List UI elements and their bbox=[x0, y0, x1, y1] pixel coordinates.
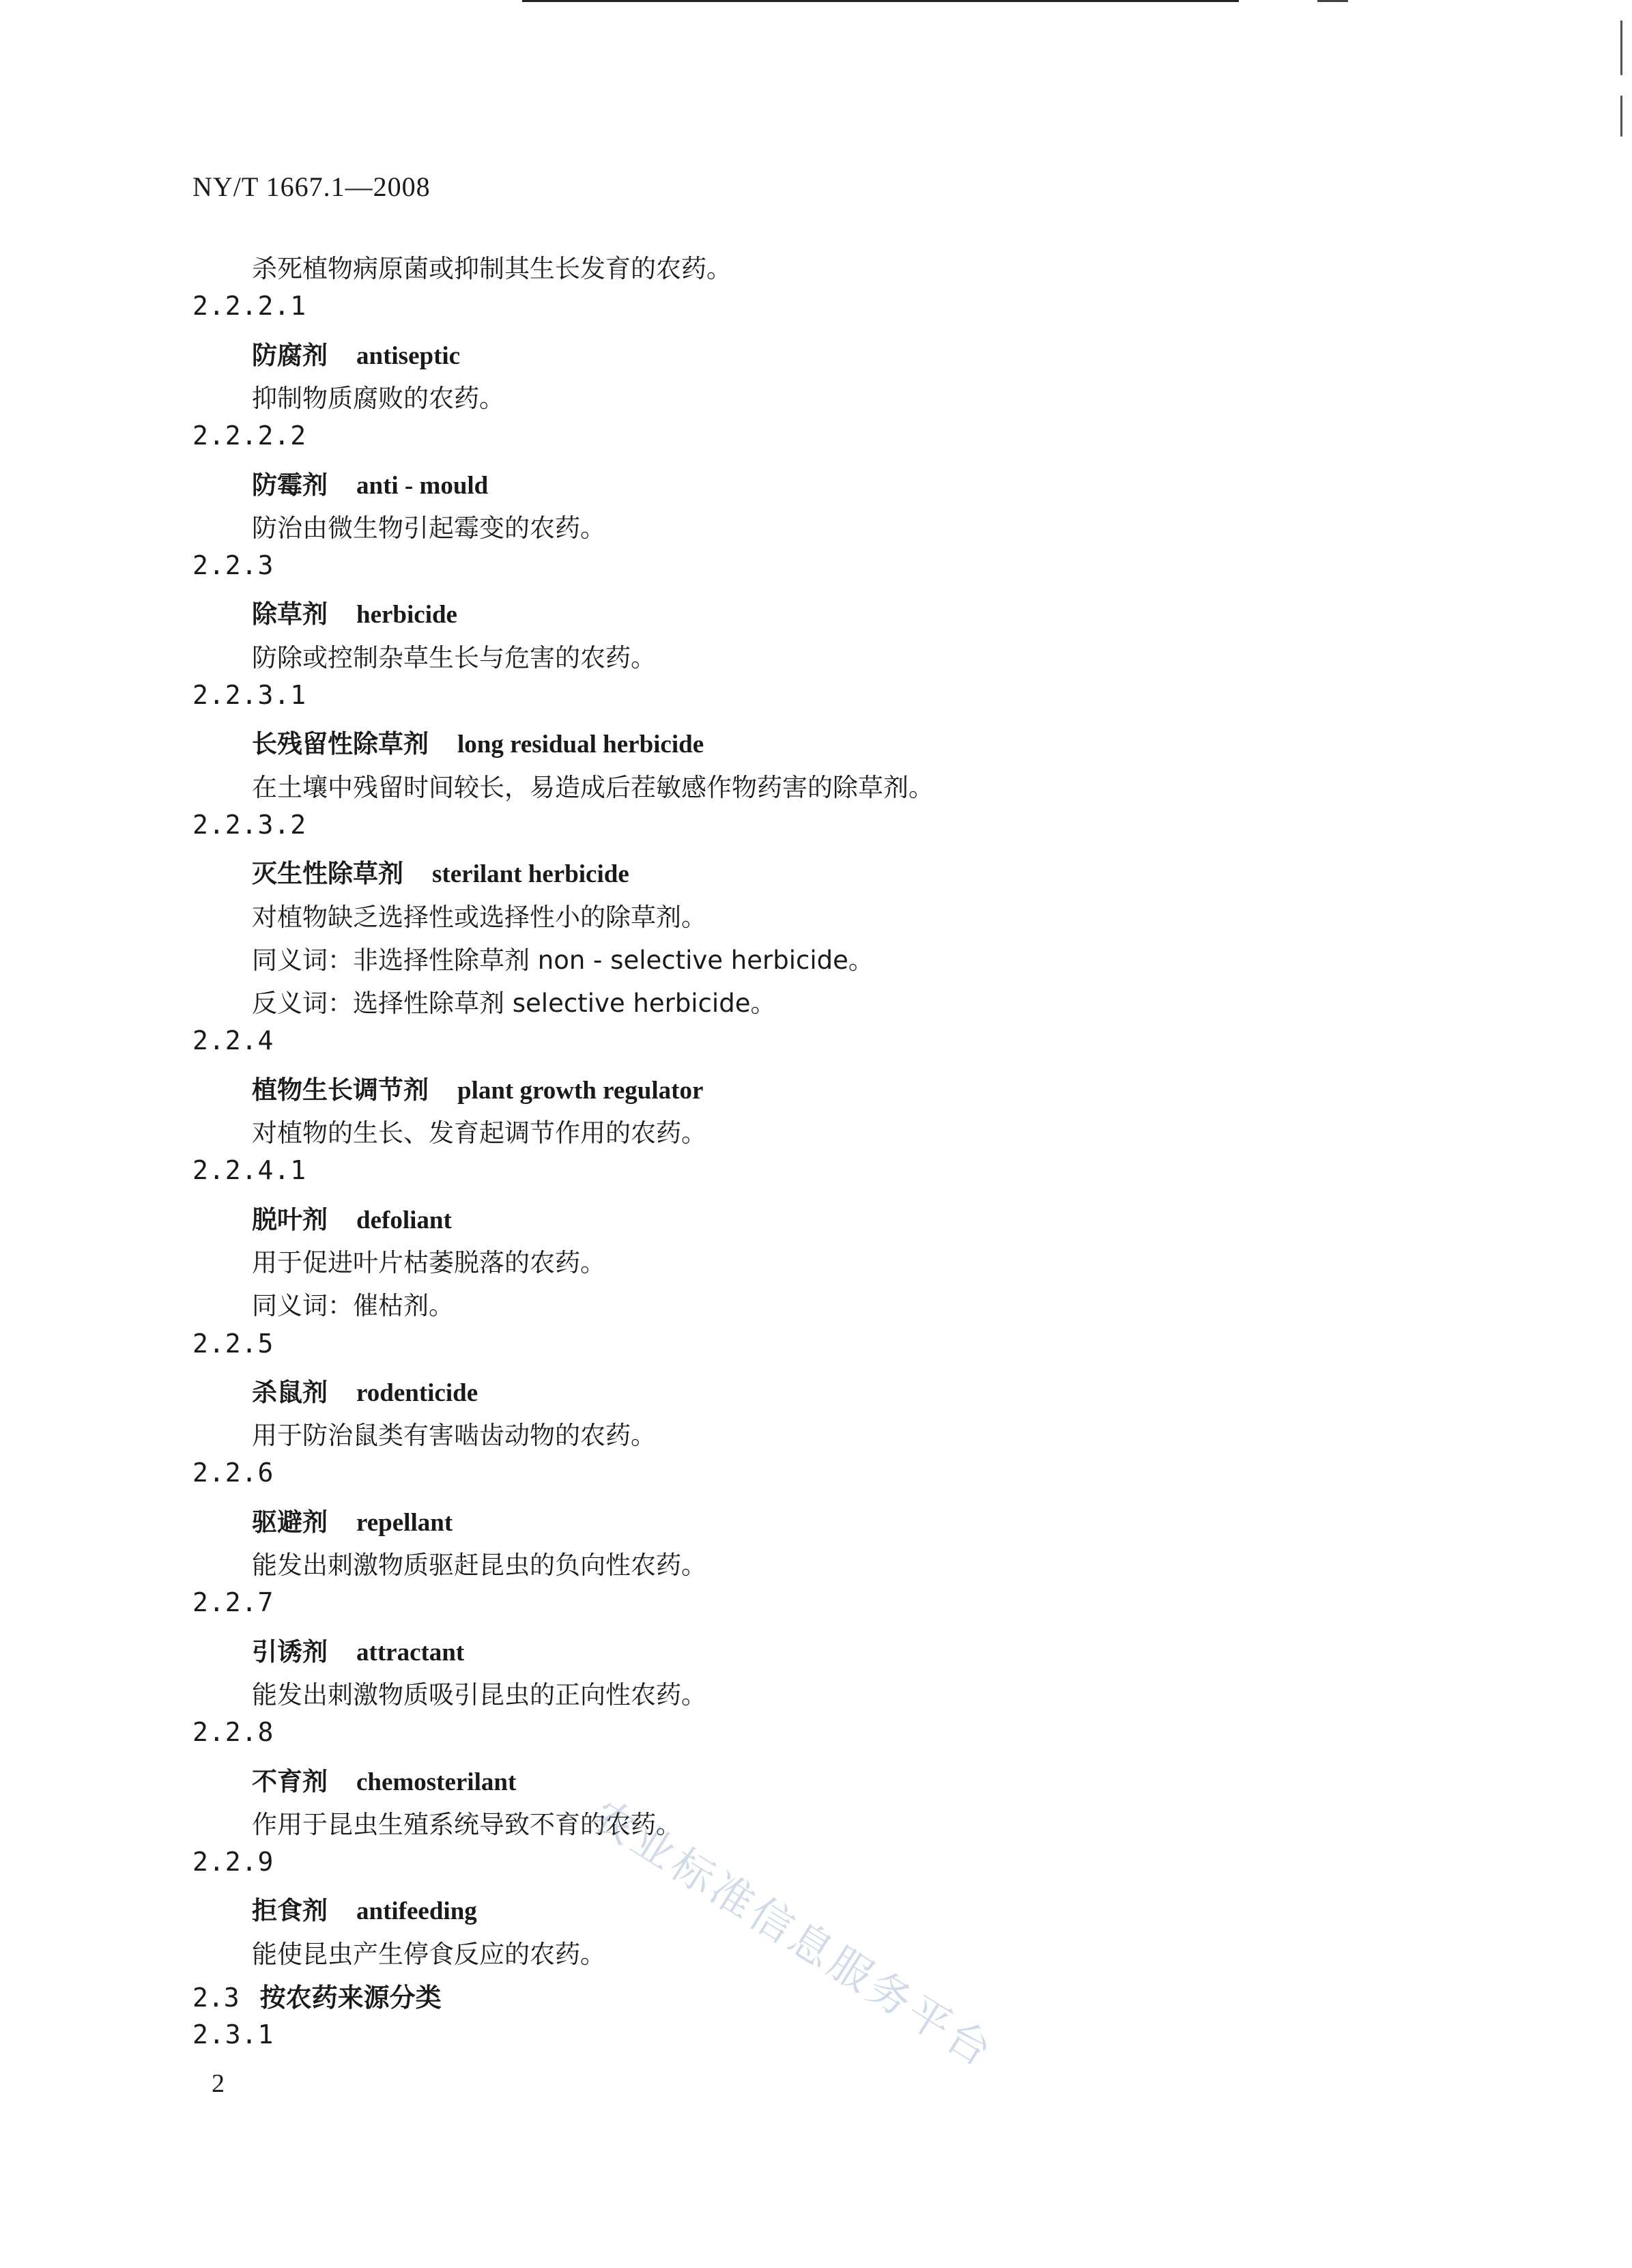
clause-number: 2.2.9 bbox=[192, 1847, 274, 1877]
definition-text: 反义词：选择性除草剂 selective herbicide。 bbox=[252, 989, 776, 1019]
definition-text: 对植物缺乏选择性或选择性小的除草剂。 bbox=[252, 902, 706, 932]
clause-number: 2.2.7 bbox=[192, 1587, 274, 1618]
definition-text: 同义词：非选择性除草剂 non - selective herbicide。 bbox=[252, 945, 874, 975]
term-entry bbox=[252, 1761, 516, 1798]
term-zh: 防腐剂 bbox=[252, 339, 328, 370]
term-entry bbox=[252, 1890, 477, 1927]
term-entry bbox=[252, 1501, 453, 1538]
definition-text: 同义词：催枯剂。 bbox=[252, 1291, 454, 1321]
definition-text: 杀死植物病原菌或抑制其生长发育的农药。 bbox=[252, 254, 732, 283]
document-id: NY/T 1667.1—2008 bbox=[192, 171, 431, 202]
term-entry bbox=[252, 723, 704, 760]
clause-number: 2.2.5 bbox=[192, 1328, 274, 1359]
scan-edge-mark bbox=[1620, 20, 1622, 75]
term-en: attractant bbox=[356, 1638, 465, 1667]
definition-text: 防除或控制杂草生长与危害的农药。 bbox=[252, 642, 656, 672]
definition-text: 防治由微生物引起霉变的农药。 bbox=[252, 513, 605, 543]
term-en: sterilant herbicide bbox=[432, 860, 629, 889]
term-en: defoliant bbox=[356, 1206, 452, 1234]
clause-number: 2.2.8 bbox=[192, 1717, 274, 1748]
term-entry bbox=[252, 1372, 478, 1408]
term-zh: 防霉剂 bbox=[252, 469, 328, 500]
clause-number: 2.2.3.2 bbox=[192, 809, 307, 840]
term-en: repellant bbox=[356, 1508, 453, 1537]
clause-number: 2.2.3.1 bbox=[192, 680, 307, 710]
term-entry bbox=[252, 853, 629, 890]
page-number: 2 bbox=[212, 2069, 225, 2098]
section-number: 2.3 bbox=[192, 1983, 240, 2013]
term-zh: 植物生长调节剂 bbox=[252, 1074, 429, 1105]
scan-edge-mark bbox=[1620, 96, 1622, 137]
term-zh: 拒食剂 bbox=[252, 1895, 328, 1926]
definition-text: 能使昆虫产生停食反应的农药。 bbox=[252, 1939, 605, 1969]
term-entry bbox=[252, 593, 457, 630]
definition-text: 能发出刺激物质驱赶昆虫的负向性农药。 bbox=[252, 1550, 706, 1580]
term-en: herbicide bbox=[356, 601, 457, 629]
term-zh: 灭生性除草剂 bbox=[252, 858, 403, 889]
term-en: chemosterilant bbox=[356, 1768, 517, 1796]
definition-text: 抑制物质腐败的农药。 bbox=[252, 383, 504, 413]
top-rule-short bbox=[1317, 0, 1348, 2]
clause-number: 2.2.2.1 bbox=[192, 291, 307, 322]
term-zh: 杀鼠剂 bbox=[252, 1376, 328, 1407]
term-en: antiseptic bbox=[356, 341, 461, 370]
term-en: plant growth regulator bbox=[457, 1076, 704, 1105]
clause-number: 2.2.3 bbox=[192, 550, 274, 581]
term-entry bbox=[252, 1069, 703, 1106]
clause-number: 2.3.1 bbox=[192, 2019, 274, 2050]
term-zh: 脱叶剂 bbox=[252, 1204, 328, 1234]
term-entry bbox=[252, 1631, 464, 1668]
clause-number: 2.2.6 bbox=[192, 1458, 274, 1488]
term-en: long residual herbicide bbox=[457, 731, 704, 759]
term-entry bbox=[252, 335, 460, 371]
term-zh: 引诱剂 bbox=[252, 1636, 328, 1667]
term-en: anti - mould bbox=[356, 471, 489, 500]
clause-number: 2.2.2.2 bbox=[192, 421, 307, 451]
section-heading bbox=[192, 1976, 442, 2014]
clause-number: 2.2.4 bbox=[192, 1025, 274, 1056]
top-rule bbox=[522, 0, 1239, 2]
definition-text: 能发出刺激物质吸引昆虫的正向性农药。 bbox=[252, 1679, 706, 1710]
term-entry bbox=[252, 464, 488, 501]
term-entry bbox=[252, 1199, 452, 1236]
term-en: antifeeding bbox=[356, 1897, 477, 1926]
definition-text: 作用于昆虫生殖系统导致不育的农药。 bbox=[252, 1809, 681, 1839]
definition-text: 用于防治鼠类有害啮齿动物的农药。 bbox=[252, 1421, 656, 1451]
term-en: rodenticide bbox=[356, 1378, 478, 1407]
term-zh: 驱避剂 bbox=[252, 1506, 328, 1537]
section-title: 按农药来源分类 bbox=[259, 1982, 442, 2013]
definition-text: 对植物的生长、发育起调节作用的农药。 bbox=[252, 1118, 706, 1148]
term-zh: 长残留性除草剂 bbox=[252, 728, 429, 759]
term-zh: 不育剂 bbox=[252, 1766, 328, 1796]
definition-text: 在土壤中残留时间较长，易造成后茬敏感作物药害的除草剂。 bbox=[252, 772, 934, 802]
term-zh: 除草剂 bbox=[252, 599, 328, 629]
definition-text: 用于促进叶片枯萎脱落的农药。 bbox=[252, 1247, 605, 1277]
clause-number: 2.2.4.1 bbox=[192, 1155, 307, 1186]
watermark: 农业标准信息服务平台 bbox=[583, 1789, 1003, 2078]
